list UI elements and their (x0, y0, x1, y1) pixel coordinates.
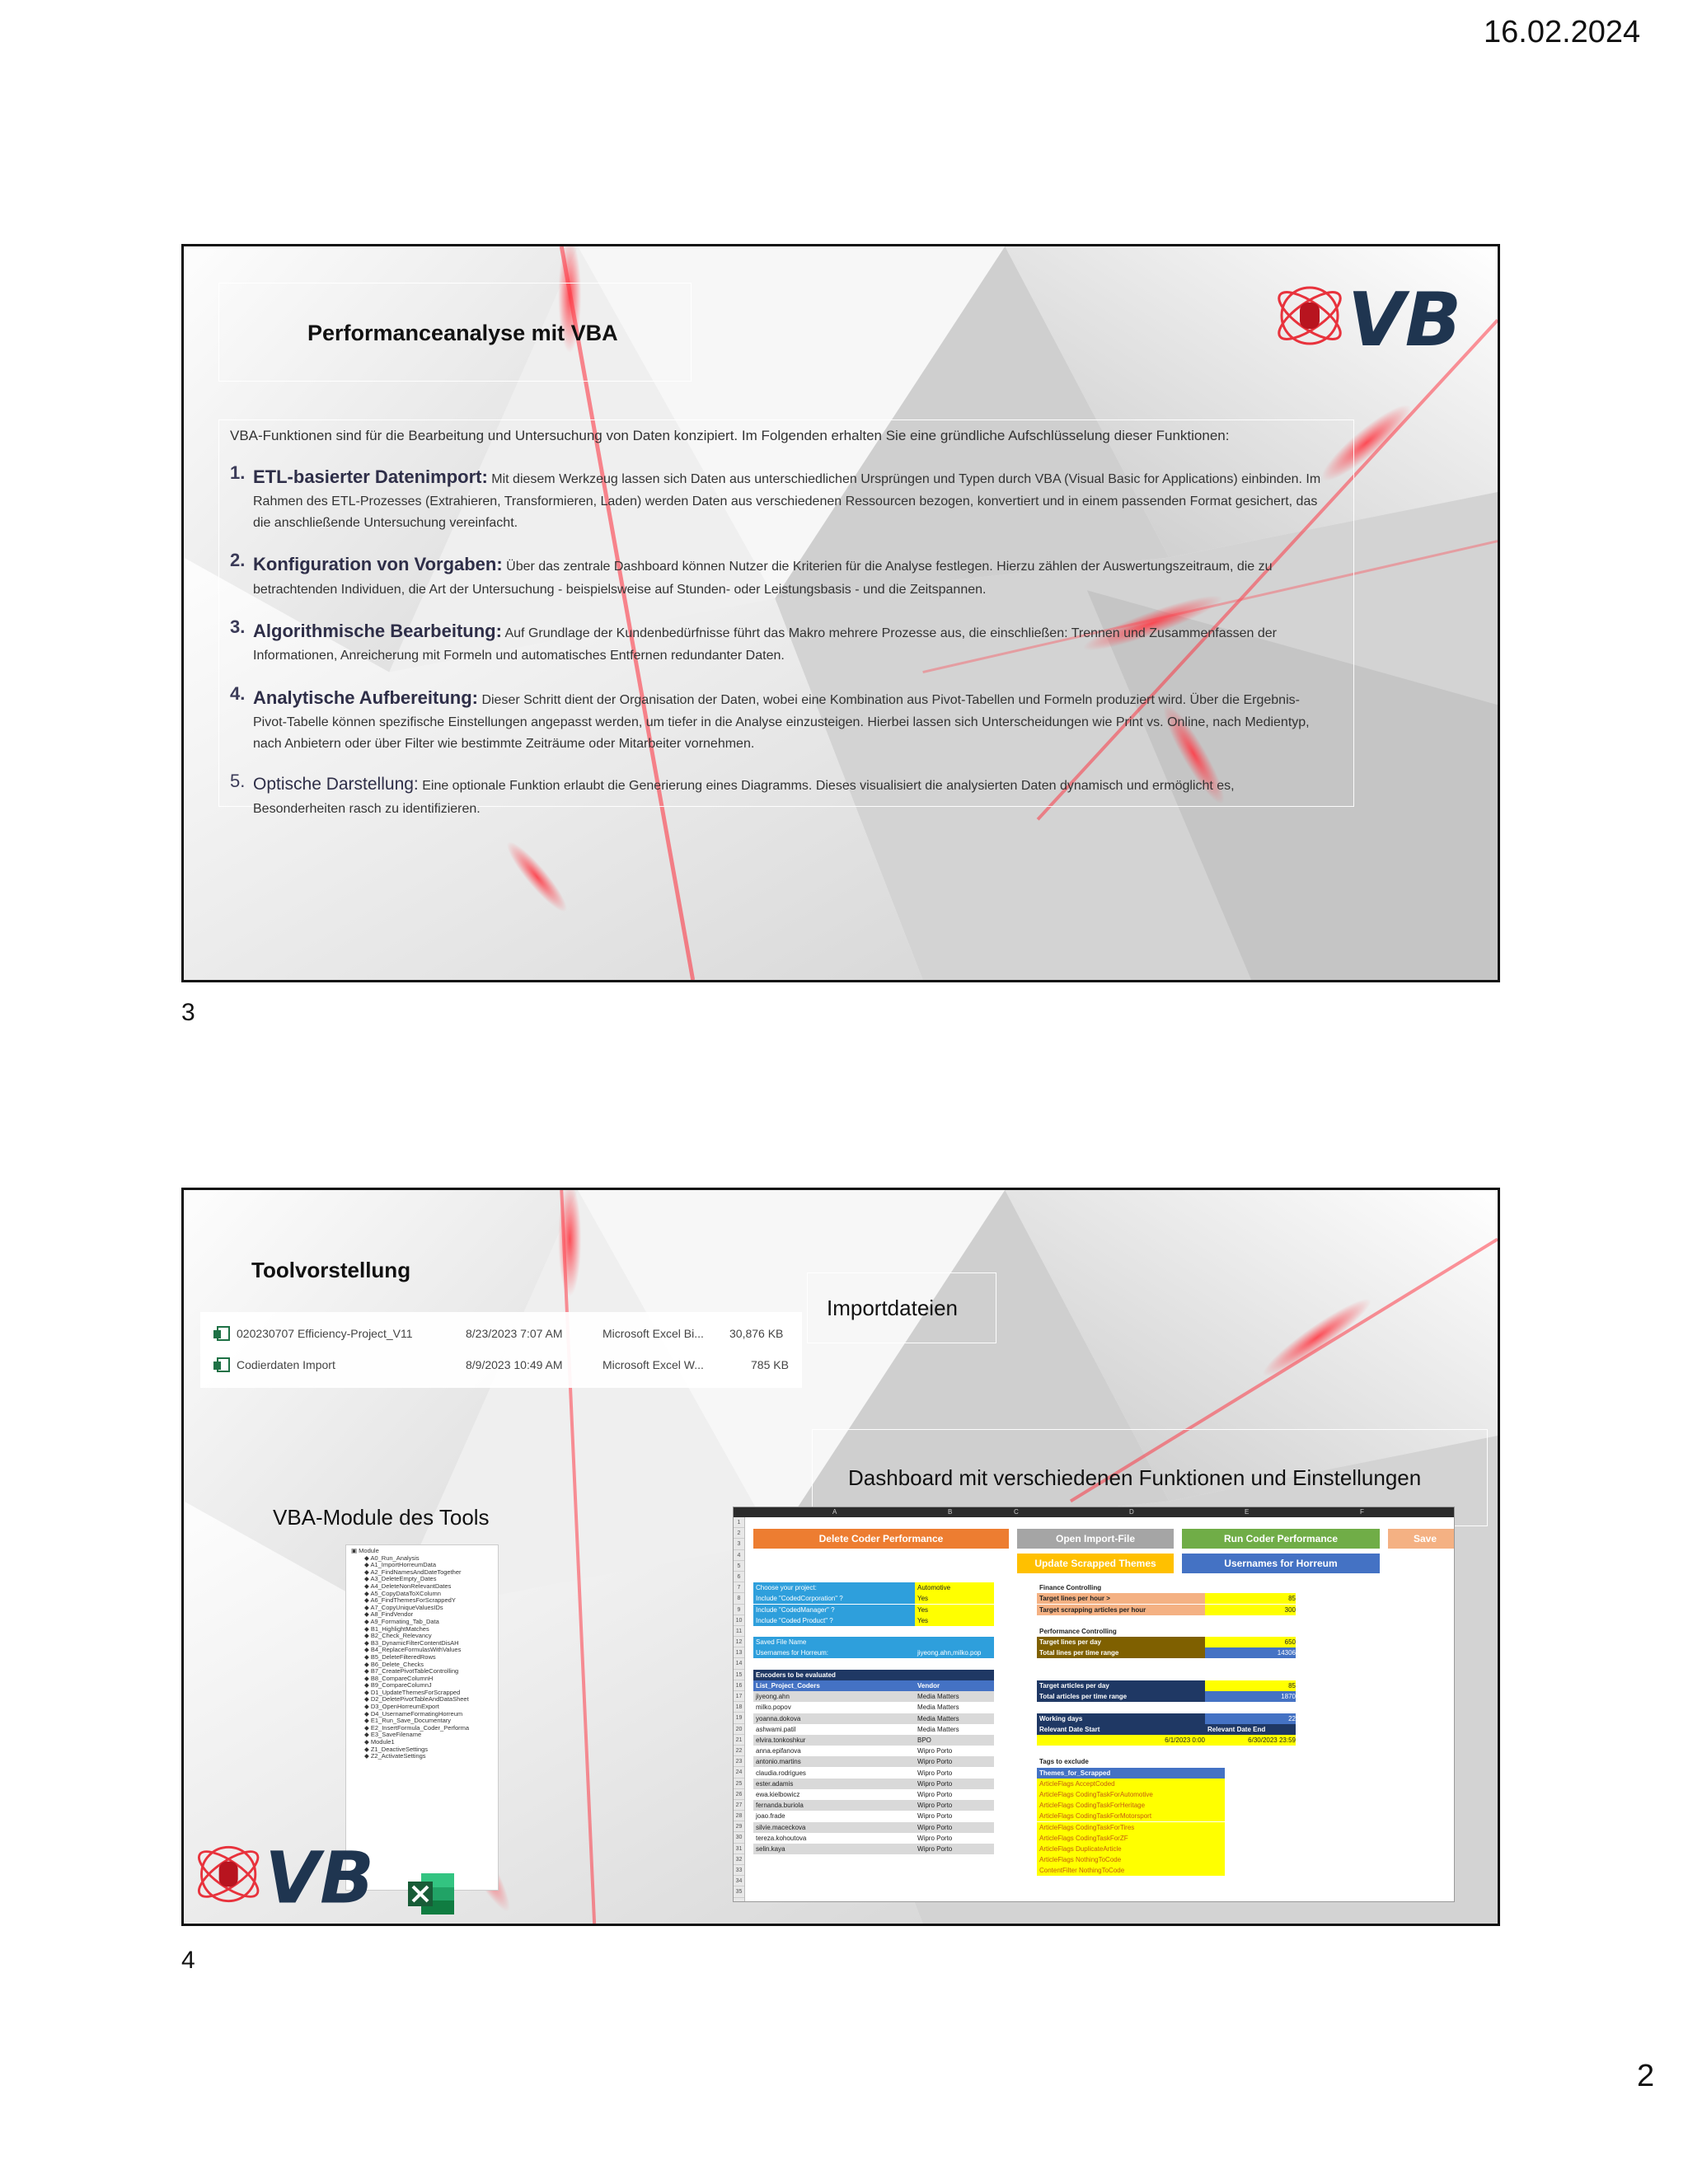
column-header-row (734, 1507, 1455, 1517)
row-header: 13 (734, 1647, 744, 1658)
coder-vendor: Wipro Porto (915, 1779, 994, 1789)
row-header: 34 (734, 1876, 744, 1886)
file-date: 8/23/2023 7:07 AM (466, 1327, 563, 1340)
row-header: 15 (734, 1670, 744, 1680)
coder-vendor: Wipro Porto (915, 1768, 994, 1779)
excel-file-icon (217, 1326, 230, 1341)
module-item[interactable]: ◆ A0_Run_Analysis (364, 1554, 420, 1562)
update-scrapped-themes-button[interactable]: Update Scrapped Themes (1017, 1554, 1174, 1573)
coder-name: jiyeong.ahn (753, 1691, 915, 1702)
file-list (200, 1312, 802, 1388)
row-header: 8 (734, 1593, 744, 1604)
row-header: 5 (734, 1561, 744, 1572)
finance-label: Target scrapping articles per hour (1037, 1605, 1205, 1615)
item-text: Auf Grundlage der Kundenbedürfnisse führt das Makro mehrere Prozesse aus, die einschließen: Trennen und Zusammenfassen der Informationen, Anreicherung mit Formeln und automatisches Entfernen redundanter Daten. (253, 626, 1278, 663)
articles-label: Target articles per day (1037, 1680, 1205, 1691)
page-number: 2 (1637, 2059, 1655, 2093)
working-days-label: Working days (1037, 1713, 1205, 1724)
delete-coder-performance-button[interactable]: Delete Coder Performance (753, 1529, 1009, 1549)
row-header: 4 (734, 1550, 744, 1561)
row-header: 32 (734, 1854, 744, 1865)
articles-label: Total articles per time range (1037, 1691, 1205, 1702)
coder-name: ester.adamis (753, 1779, 915, 1789)
setting-value: Yes (915, 1593, 994, 1604)
open-import-file-button[interactable]: Open Import-File (1017, 1529, 1174, 1549)
coder-vendor: Wipro Porto (915, 1789, 994, 1800)
module-item[interactable]: ◆ A6_FindThemesForScrappedY (364, 1596, 456, 1605)
column-header: B (948, 1508, 953, 1516)
run-coder-performance-button[interactable]: Run Coder Performance (1182, 1529, 1380, 1549)
coder-name: joao.frade (753, 1811, 915, 1821)
coder-name: milko.popov (753, 1702, 915, 1713)
articles-value: 85 (1205, 1680, 1296, 1691)
performance-label: Target lines per day (1037, 1637, 1205, 1647)
tag-item: ArticleFlags CodingTaskForTires (1037, 1822, 1225, 1833)
saved-file-name-label: Saved File Name (753, 1637, 915, 1647)
finance-header: Finance Controlling (1037, 1582, 1296, 1593)
row-header: 25 (734, 1779, 744, 1789)
column-header: A (832, 1508, 837, 1516)
usernames-for-horreum-button[interactable]: Usernames for Horreum (1182, 1554, 1380, 1573)
list-item (230, 550, 1326, 600)
performance-label: Total lines per time range (1037, 1647, 1205, 1658)
item-heading: Algorithmische Bearbeitung: (253, 621, 502, 642)
row-header: 24 (734, 1767, 744, 1778)
coder-vendor: BPO (915, 1735, 994, 1746)
column-header: C (1014, 1508, 1019, 1516)
articles-value: 1870 (1205, 1691, 1296, 1702)
setting-label: Include "Coded Product" ? (753, 1615, 915, 1626)
dashboard-label: Dashboard mit verschiedenen Funktionen und Einstellungen (848, 1465, 1422, 1490)
coder-vendor: Media Matters (915, 1702, 994, 1713)
module-item[interactable]: ◆ B5_DeleteFilteredRows (364, 1652, 436, 1661)
slide-title: Performanceanalyse mit VBA (307, 321, 618, 345)
item-number: 5. (230, 771, 246, 792)
module-item[interactable]: ◆ A5_CopyDataToXColumn (364, 1589, 441, 1597)
list-item (230, 616, 1326, 667)
module-item[interactable]: ◆ A9_Formating_Tab_Data (364, 1617, 439, 1625)
row-header: 7 (734, 1582, 744, 1593)
row-header: 2 (734, 1528, 744, 1539)
row-header: 14 (734, 1658, 744, 1669)
setting-label: Choose your project: (753, 1582, 915, 1593)
tag-item: ArticleFlags CodingTaskForZF (1037, 1833, 1225, 1844)
module-item[interactable]: ◆ A2_FindNamesAndDateTogether (364, 1568, 462, 1576)
module-item[interactable]: ◆ B4_ReplaceFormulasWithValues (364, 1646, 462, 1654)
date-end-value: 6/30/2023 23:59 (1205, 1735, 1296, 1746)
module-item[interactable]: ◆ Module1 (364, 1738, 395, 1746)
file-row[interactable] (200, 1348, 802, 1381)
working-days-value: 22 (1205, 1713, 1296, 1724)
usernames-label: Usernames for Horreum: (753, 1647, 915, 1658)
file-name: 020230707 Efficiency-Project_V11 (237, 1327, 413, 1340)
module-item[interactable]: ◆ E3_SaveFilename (364, 1731, 422, 1739)
saved-file-name-value (915, 1637, 994, 1647)
module-item[interactable]: ◆ A3_DeleteEmpty_Dates (364, 1575, 437, 1583)
date-end-label: Relevant Date End (1205, 1724, 1296, 1735)
item-number: 2. (230, 550, 246, 571)
coder-name: ashwami.patil (753, 1724, 915, 1735)
item-text: Mit diesem Werkzeug lassen sich Daten aus unterschiedlichen Ursprüngen und Typen durch VBA (Visual Basic for Applications) einbinden. Im Rahmen des ETL-Prozesses (Extrahieren, Transformieren, Laden) werden Daten aus verschiedenen Ressourcen bezogen, konvertiert und in einem passenden Format gesichert, das die anschließende Untersuchung vereinfacht. (253, 472, 1321, 530)
file-type: Microsoft Excel Bi... (603, 1327, 704, 1340)
row-header: 19 (734, 1713, 744, 1723)
setting-label: Include "CodedManager" ? (753, 1605, 915, 1615)
module-item[interactable]: ◆ E1_Run_Save_Documentary (364, 1717, 451, 1725)
item-heading: Optische Darstellung: (253, 775, 419, 794)
coder-name: fernanda.buriola (753, 1800, 915, 1811)
finance-value: 85 (1205, 1593, 1296, 1604)
column-header: E (1245, 1508, 1250, 1516)
module-item[interactable]: ◆ D1_UpdateThemesForScrapped (364, 1688, 461, 1696)
date-start-value: 6/1/2023 0:00 (1037, 1735, 1205, 1746)
file-date: 8/9/2023 10:49 AM (466, 1358, 563, 1371)
page-date: 16.02.2024 (1484, 15, 1641, 49)
coder-vendor: Wipro Porto (915, 1844, 994, 1854)
module-item[interactable]: ◆ Z2_ActivateSettings (364, 1752, 426, 1760)
performance-value: 14306 (1205, 1647, 1296, 1658)
module-item[interactable]: ◆ B1_HighlightMatches (364, 1624, 429, 1633)
tag-item: ArticleFlags CodingTaskForMotorsport (1037, 1811, 1225, 1821)
row-header: 29 (734, 1821, 744, 1832)
row-header-column (734, 1517, 745, 1902)
slide-4 (181, 1188, 1500, 1926)
list-item (230, 771, 1326, 819)
module-item[interactable]: ◆ B2_Check_Relevancy (364, 1632, 432, 1640)
row-header: 12 (734, 1637, 744, 1647)
module-item[interactable]: ◆ B3_DynamicFilterContentDisAH (364, 1638, 459, 1647)
tag-item: ArticleFlags CodingTaskForHeritage (1037, 1800, 1225, 1811)
coder-vendor: Wipro Porto (915, 1833, 994, 1844)
row-header: 3 (734, 1539, 744, 1549)
row-header: 21 (734, 1735, 744, 1746)
encoders-header: Encoders to be evaluated (753, 1670, 994, 1680)
excel-app-icon (406, 1870, 456, 1918)
item-text: Dieser Schritt dient der Organisation der Daten, wobei eine Kombination aus Pivot-Tabellen und Formeln produziert wird. Über die Ergebnis-Pivot-Tabelle können spezifische Einstellungen angepasst werden, um tiefer in die Analyse einzusteigen. Hierbei lassen sich Unterscheidungen wie Print vs. Online, nach Medientyp, nach Anbietern oder über Filter wie bestimmte Zeiträume oder Mitarbeiter vornehmen. (253, 692, 1310, 751)
slide-number: 4 (181, 1947, 195, 1974)
coder-vendor: Wipro Porto (915, 1756, 994, 1767)
module-item[interactable]: ◆ A8_FindVendor (364, 1610, 414, 1619)
coder-name: ewa.kielbowicz (753, 1789, 915, 1800)
file-type: Microsoft Excel W... (603, 1358, 704, 1371)
item-number: 4. (230, 682, 246, 704)
coder-name: elvira.tonkoshkur (753, 1735, 915, 1746)
slide-3 (181, 244, 1500, 982)
item-heading: ETL-basierter Datenimport: (253, 466, 488, 487)
module-item[interactable]: ◆ D4_UsernameFormatingHorreum (364, 1709, 463, 1718)
list-item (230, 683, 1326, 754)
setting-value: Yes (915, 1605, 994, 1615)
row-header: 27 (734, 1800, 744, 1811)
column-header: F (1360, 1508, 1364, 1516)
coder-vendor: Media Matters (915, 1713, 994, 1724)
row-header: 16 (734, 1680, 744, 1691)
item-text: Über das zentrale Dashboard können Nutzer die Kriterien für die Analyse festlegen. Hierzu zählen der Auswertungszeitraum, die zu betrachtenden Individuen, die Art der Untersuchung - beispielsweise auf Stunden- oder Leistungsbasis - und die Zeitspannen. (253, 560, 1273, 597)
coder-vendor: Wipro Porto (915, 1811, 994, 1821)
coder-name: claudia.rodrigues (753, 1768, 915, 1779)
tag-item: ArticleFlags AcceptCoded (1037, 1779, 1225, 1789)
module-item[interactable]: ◆ A1_ImportHorreumData (364, 1561, 437, 1569)
setting-value: Yes (915, 1615, 994, 1626)
excel-file-icon (217, 1357, 230, 1372)
finance-value: 300 (1205, 1605, 1296, 1615)
row-header: 22 (734, 1746, 744, 1756)
vb-logo (192, 1833, 390, 1915)
vendor-column-header: Vendor (915, 1680, 994, 1691)
item-text: Eine optionale Funktion erlaubt die Generierung eines Diagramms. Dieses visualisiert die analysierten Daten dynamisch und ermöglicht es, Besonderheiten rasch zu identifizieren. (253, 779, 1235, 816)
function-list (230, 462, 1326, 837)
row-header: 10 (734, 1615, 744, 1626)
coder-vendor: Media Matters (915, 1691, 994, 1702)
coder-name: silvie.maceckova (753, 1822, 915, 1833)
coder-vendor: Wipro Porto (915, 1800, 994, 1811)
module-item[interactable]: ◆ Z1_DeactiveSettings (364, 1745, 429, 1753)
row-header: 18 (734, 1702, 744, 1713)
performance-value: 650 (1205, 1637, 1296, 1647)
row-header: 30 (734, 1832, 744, 1843)
module-item[interactable]: ◆ D3_OpenHorreumExport (364, 1703, 439, 1711)
logo-text: VB (265, 1837, 375, 1915)
intro-text: VBA-Funktionen sind für die Bearbeitung und Untersuchung von Daten konzipiert. Im Folgenden erhalten Sie eine gründliche Aufschlüsselung dieser Funktionen: (230, 428, 1230, 443)
list-item (230, 462, 1326, 533)
module-item[interactable]: ◆ B8_CompareColumnH (364, 1674, 434, 1682)
import-label: Importdateien (827, 1296, 958, 1320)
module-item[interactable]: ◆ B9_CompareColumnJ (364, 1681, 432, 1690)
module-item[interactable]: ◆ A7_CopyUniqueValuesIDs (364, 1603, 443, 1611)
row-header: 26 (734, 1789, 744, 1800)
tag-item: ContentFilter NothingToCode (1037, 1865, 1225, 1876)
file-row[interactable] (200, 1317, 802, 1350)
coders-column-header: List_Project_Coders (753, 1680, 915, 1691)
row-header: 31 (734, 1844, 744, 1854)
module-item[interactable]: ◆ B7_CreatePivotTableControlling (364, 1667, 459, 1675)
tag-item: ArticleFlags NothingToCode (1037, 1854, 1225, 1865)
excel-dashboard (733, 1507, 1455, 1902)
coder-name: yoanna.dokova (753, 1713, 915, 1724)
module-item[interactable]: ◆ B6_Delete_Checks (364, 1660, 424, 1668)
modules-label: VBA-Module des Tools (273, 1505, 490, 1530)
row-header: 23 (734, 1756, 744, 1767)
tags-header: Tags to exclude (1037, 1756, 1225, 1767)
row-header: 11 (734, 1626, 744, 1637)
row-header: 33 (734, 1865, 744, 1876)
row-header: 1 (734, 1517, 744, 1528)
coder-name: antonio.martins (753, 1756, 915, 1767)
tag-item: ArticleFlags CodingTaskForAutomotive (1037, 1789, 1225, 1800)
row-header: 35 (734, 1886, 744, 1897)
coder-name: tereza.kohoutova (753, 1833, 915, 1844)
module-item[interactable]: ◆ E2_InsertFormula_Coder_Performa (364, 1723, 470, 1732)
tags-column-header: Themes_for_Scrapped (1037, 1768, 1225, 1779)
slide-number: 3 (181, 999, 195, 1026)
performance-header: Performance Controlling (1037, 1626, 1296, 1637)
coder-vendor: Wipro Porto (915, 1822, 994, 1833)
date-start-label: Relevant Date Start (1037, 1724, 1205, 1735)
tag-item: ArticleFlags DuplicateArticle (1037, 1844, 1225, 1854)
module-item[interactable]: ◆ D2_DeletePivotTableAndDataSheet (364, 1695, 469, 1704)
row-header: 6 (734, 1572, 744, 1582)
slide-title: Toolvorstellung (251, 1258, 411, 1282)
usernames-value: jiyeong.ahn,milko.pop (915, 1647, 994, 1658)
setting-value: Automotive (915, 1582, 994, 1593)
row-header: 28 (734, 1811, 744, 1821)
setting-label: Include "CodedCorporation" ? (753, 1593, 915, 1604)
item-number: 3. (230, 616, 246, 638)
file-size: 30,876 KB (729, 1327, 784, 1340)
row-header: 20 (734, 1724, 744, 1735)
item-heading: Analytische Aufbereitung: (253, 687, 478, 708)
save-button[interactable]: Save (1388, 1529, 1455, 1549)
item-number: 1. (230, 462, 246, 483)
vb-logo (1272, 274, 1478, 357)
file-size: 785 KB (751, 1358, 789, 1371)
row-header: 9 (734, 1605, 744, 1615)
column-header: D (1129, 1508, 1134, 1516)
module-folder[interactable]: ▣ Module (351, 1547, 379, 1554)
logo-text: VB (1348, 277, 1462, 357)
coder-vendor: Wipro Porto (915, 1746, 994, 1756)
coder-name: selin.kaya (753, 1844, 915, 1854)
coder-vendor: Media Matters (915, 1724, 994, 1735)
row-header: 17 (734, 1691, 744, 1702)
file-name: Codierdaten Import (237, 1358, 335, 1371)
finance-label: Target lines per hour > (1037, 1593, 1205, 1604)
coder-name: anna.epifanova (753, 1746, 915, 1756)
item-heading: Konfiguration von Vorgaben: (253, 554, 503, 575)
module-item[interactable]: ◆ A4_DeleteNonRelevantDates (364, 1582, 452, 1590)
